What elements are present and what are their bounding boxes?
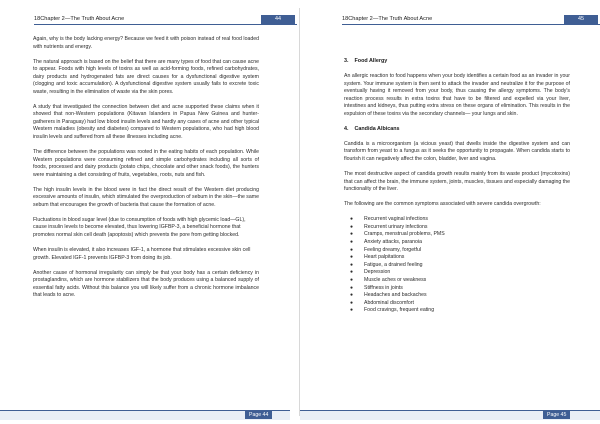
bullet-icon: ●: [350, 307, 354, 314]
bullet-icon: ●: [350, 238, 354, 245]
paragraph: Again, why is the body lacking energy? Because we feed it with poison instead of real food loaded with nutrients and energy.: [33, 36, 259, 50]
list-item: [344, 277, 570, 285]
bullet-icon: ●: [350, 276, 354, 283]
header-chapter-title: 18Chapter 2—The Truth About Acne: [342, 16, 433, 22]
header-page-number-box: [564, 15, 598, 24]
list-item: [344, 254, 570, 262]
list-item-text: Abdominal discomfort: [364, 299, 414, 306]
footer-right: [300, 410, 600, 419]
bullet-icon: ●: [350, 216, 354, 223]
list-item-text: Depression: [364, 269, 391, 276]
paragraph: When insulin is elevated, it also increases IGF-1, a hormone that stimulates excessive skin cell growth. Elevated IGF-1 prevents IGFBP-3 from doing its job.: [33, 247, 251, 261]
running-header-right: [342, 14, 600, 25]
right-page: [300, 0, 600, 424]
footer-page-label: Page 44: [245, 411, 272, 419]
list-item-text: Cramps, menstrual problems, PMS: [364, 231, 445, 238]
paragraph: The most destructive aspect of candida growth results mainly from its waste product (mycotoxins) that can affect the brain, the immune system, joints, muscles, tissues and especially damaging the functionality of the liver.: [344, 171, 570, 193]
list-item: [344, 300, 570, 308]
section-heading-candida-albicans: 4. Candida Albicans: [344, 125, 400, 132]
bullet-icon: ●: [350, 254, 354, 261]
list-item-text: Headaches and backaches: [364, 292, 427, 299]
bullet-icon: ●: [350, 261, 354, 268]
list-item-text: Feeling dreamy, forgetful: [364, 246, 421, 253]
list-item: [344, 247, 570, 255]
bullet-icon: ●: [350, 231, 354, 238]
paragraph: A study that investigated the connection between diet and acne supported these claims when it showed that non-Western populations (Kitavan Islanders in Papua New Guinea and hunter-gatherers in Paraguay) had low blood insulin levels and hardly any cases of acne and other typical Western maladies (obesity and diabetes) compared to Western populations, who had high blood insulin levels and suffered from all these illnesses including acne.: [33, 103, 259, 141]
header-page-number: 44: [275, 16, 281, 22]
section-heading-food-allergy: 3. Food Allergy: [344, 58, 388, 64]
bullet-icon: ●: [350, 269, 354, 276]
bullet-icon: ●: [350, 299, 354, 306]
list-item-text: Food cravings, frequent eating: [364, 307, 435, 314]
header-page-number-box: [261, 15, 295, 24]
list-item: [344, 292, 570, 300]
list-item-text: Anxiety attacks, paranoia: [364, 238, 422, 245]
left-page-body: [33, 36, 259, 307]
list-item: [344, 231, 570, 239]
header-page-number: 45: [578, 16, 584, 22]
paragraph: Candida is a microorganism (a vicious yeast) that dwells inside the digestive system and can transform from yeast to a fungus as it seeks the opportunity to propagate. When candida starts to flourish it can negatively affect the colon, bladder, liver and vagina.: [344, 140, 570, 162]
list-item: [344, 285, 570, 293]
bullet-icon: ●: [350, 292, 354, 299]
list-item: [344, 262, 570, 270]
paragraph: An allergic reaction to food happens when your body identifies a certain food as an invader in your system. Your immune system is then sent to attack the invader and neutralize it for the purpose of eventually having it removed from your body, thus causing the allergy symptoms. The body's reaction process results in extra toxins that have to be filtered and expelled via your liver, intestines and kidneys, thus putting extra stress on these organs of elimination. This results in the expulsion of these toxins via the secondary channels— your lungs and skin.: [344, 73, 570, 117]
paragraph: Fluctuations in blood sugar level (due to consumption of foods with high glycemic load—GL), cause insulin levels to become elevated, thus lowering IGFBP-3, a beneficial hormone that promotes normal skin cell death (apoptosis) which prevents the pore from getting blocked.: [33, 216, 246, 238]
list-item-text: Stiffness in joints: [364, 284, 403, 291]
list-item-text: Recurrent urinary infections: [364, 223, 428, 230]
list-item-text: Fatigue, a drained feeling: [364, 261, 423, 268]
right-page-body: [344, 58, 570, 315]
paragraph: The difference between the populations was rooted in the eating habits of each population. While Western populations were consuming refined and simple carbohydrates including all sorts of foods, processed and dairy products (potato chips, chocolate and other snack foods), the hunters were maintaining a diet consisting of fruits, vegetables, roots, nuts and fish.: [33, 149, 259, 178]
header-rule: [34, 24, 297, 25]
header-rule: [342, 24, 600, 25]
list-item: [344, 269, 570, 277]
paragraph: Another cause of hormonal irregularity can simply be that your body has a certain deficiency in prostaglandins, which are hormone stabilizers that the body produces using a balanced supply of essential fatty acids. Without this balance you will likely suffer from a chronic hormone imbalance that leads to acne.: [33, 269, 259, 299]
list-item: [344, 224, 570, 232]
footer-left: [0, 410, 290, 419]
list-item-text: Heart palpitations: [364, 254, 405, 261]
header-chapter-title: 18Chapter 2—The Truth About Acne: [34, 16, 125, 22]
list-item-text: Muscle aches or weakness: [364, 276, 427, 283]
bullet-icon: ●: [350, 223, 354, 230]
footer-page-label: Page 45: [543, 411, 570, 419]
list-item: [344, 239, 570, 247]
paragraph: The high insulin levels in the blood were in fact the direct result of the Western diet producing excessive amounts of insulin, which stimulated the overproduction of sebum in the skin—the same sebum that encourages the growth of bacteria that cause the formation of acne.: [33, 186, 259, 208]
list-item-text: Recurrent vaginal infections: [364, 216, 429, 223]
paragraph: The following are the common symptoms associated with severe candida overgrowth:: [344, 201, 541, 208]
symptom-list: [344, 216, 570, 315]
bullet-icon: ●: [350, 284, 354, 291]
running-header-left: [34, 14, 297, 25]
list-item: [344, 307, 570, 315]
list-item: [344, 216, 570, 224]
paragraph: The natural approach is based on the belief that there are many types of food that can cause acne to appear. Foods with high levels of toxins as well as acid-forming foods, refined carbohydrates, dairy products and hydrogenated fats are direct causes for a dysfunctional digestive system (clogging and toxic accumulation). A dysfunctional digestive system usually fails to excrete toxic waste, resulting in the elimination of waste via the skin pores.: [33, 58, 259, 95]
bullet-icon: ●: [350, 246, 354, 253]
